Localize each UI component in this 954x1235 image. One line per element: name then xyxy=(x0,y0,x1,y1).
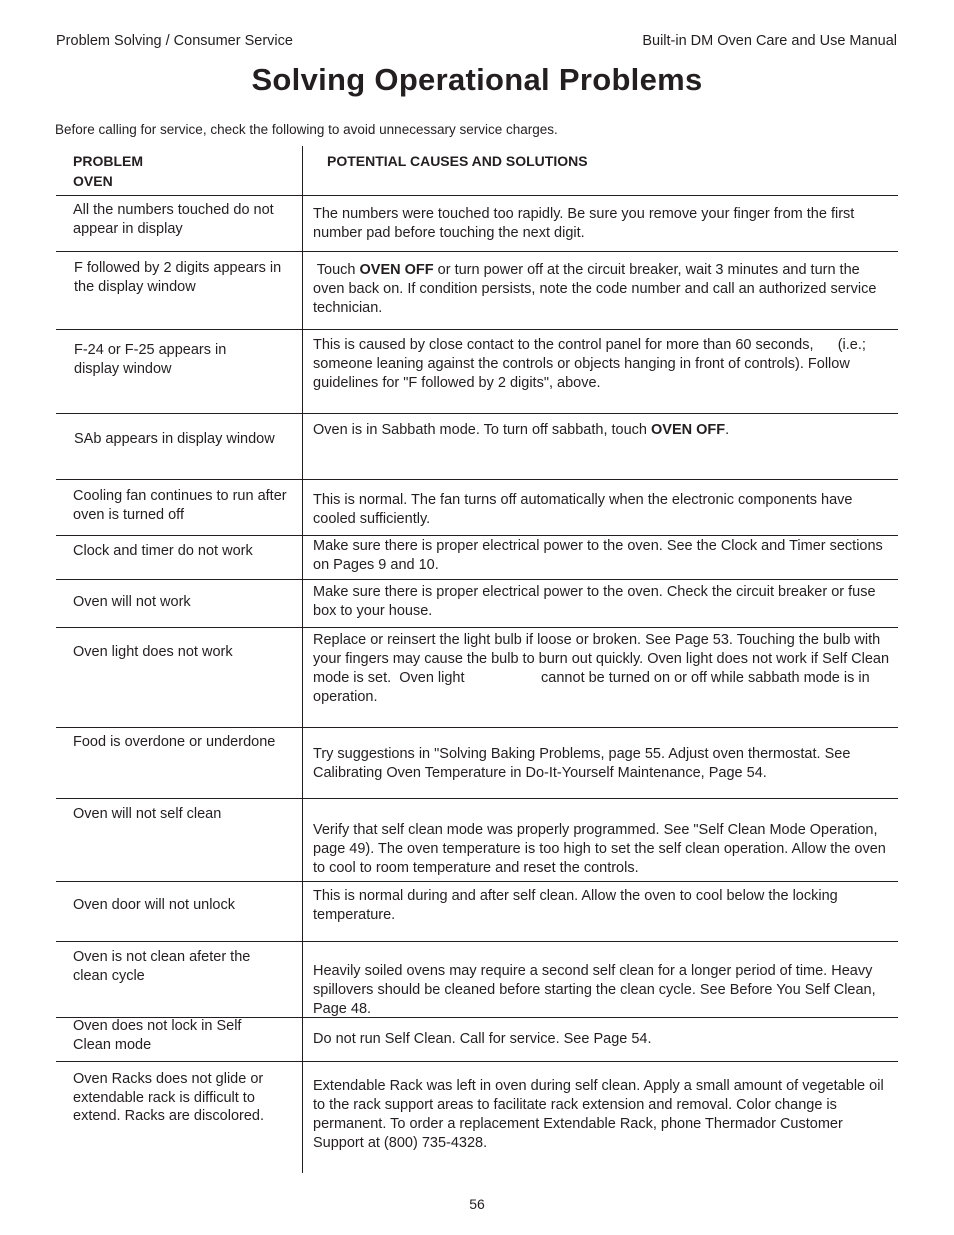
oven-subheader-label: OVEN xyxy=(73,173,113,189)
row-divider xyxy=(56,413,898,414)
problem-cell: SAb appears in display window xyxy=(74,431,275,447)
solution-cell: This is normal. The fan turns off automatically when the electronic components have cooled sufficiently. xyxy=(313,492,853,527)
solution-text: . xyxy=(725,422,730,438)
problem-header-label: PROBLEM xyxy=(73,153,143,169)
row-divider xyxy=(56,195,898,196)
row-divider xyxy=(56,627,898,628)
solution-cell: The numbers were touched too rapidly. Be sure you remove your finger from the first number pad before touching the next digit. xyxy=(313,206,855,241)
problem-cell: Oven door will not unlock xyxy=(73,897,235,913)
problem-cell: F followed by 2 digits appears in the display window xyxy=(74,260,282,295)
problem-cell: Oven will not self clean xyxy=(73,806,222,822)
page-number: 56 xyxy=(469,1196,485,1212)
column-divider xyxy=(302,146,303,1173)
solution-cell xyxy=(313,421,893,440)
row-divider xyxy=(56,251,898,252)
row-divider xyxy=(56,535,898,536)
row-divider xyxy=(56,727,898,728)
solution-cell: Try suggestions in "Solving Baking Problems, page 55. Adjust oven thermostat. See Calibrating Oven Temperature in Do-It-Yourself Maintenance, Page 54. xyxy=(313,746,851,781)
row-divider xyxy=(56,329,898,330)
problem-cell: F-24 or F-25 appears in display window xyxy=(74,342,227,377)
row-divider xyxy=(56,579,898,580)
solution-text: or turn power off at the circuit breaker, wait 3 minutes and turn the oven back on. If condition persists, note the code number and call an authorized service technician. xyxy=(313,262,877,316)
solution-cell: Verify that self clean mode was properly programmed. See "Self Clean Mode Operation, page 49). The oven temperature is too high to set the self clean operation. Allow the oven to cool to room temperature and reset the controls. xyxy=(313,822,886,876)
solution-cell: Do not run Self Clean. Call for service. See Page 54. xyxy=(313,1031,652,1047)
problem-column-header xyxy=(73,151,143,191)
problem-cell: Oven is not clean afeter the clean cycle xyxy=(73,949,251,984)
problem-cell: Food is overdone or underdone xyxy=(73,734,276,750)
solution-cell: This is normal during and after self clean. Allow the oven to cool below the locking temperature. xyxy=(313,888,838,923)
problem-cell: Oven does not lock in Self Clean mode xyxy=(73,1018,242,1053)
row-divider xyxy=(56,1061,898,1062)
solution-cell: This is caused by close contact to the control panel for more than 60 seconds, (i.e.; someone leaning against the controls or objects hanging in front of controls). Follow guidelines for "F followed by 2 digits", above. xyxy=(313,337,870,391)
solution-text: Oven is in Sabbath mode. To turn off sabbath, touch xyxy=(313,422,652,438)
problem-cell: Oven will not work xyxy=(73,594,191,610)
page-title: Solving Operational Problems xyxy=(251,62,703,97)
solution-cell xyxy=(313,261,893,318)
row-divider xyxy=(56,798,898,799)
row-divider xyxy=(56,941,898,942)
oven-off-key-label: OVEN OFF xyxy=(651,422,726,438)
solution-cell: Make sure there is proper electrical power to the oven. See the Clock and Timer sections on Pages 9 and 10. xyxy=(313,538,883,573)
solution-cell: Extendable Rack was left in oven during self clean. Apply a small amount of vegetable oil to the rack support areas to facilitate rack extension and removal. Color change is permanent. To order a replacement Extendable Rack, phone Thermador Customer Support at (800) 735-4328. xyxy=(313,1078,884,1151)
row-divider xyxy=(56,881,898,882)
solution-cell: Heavily soiled ovens may require a second self clean for a longer period of time. Heavy spillovers should be cleaned before starting the clean cycle. See Before You Self Clean, Page 48. xyxy=(313,963,876,1017)
problem-cell: All the numbers touched do not appear in display xyxy=(73,202,274,237)
solutions-column-header: POTENTIAL CAUSES AND SOLUTIONS xyxy=(327,153,588,169)
oven-off-key-label: OVEN OFF xyxy=(359,262,434,278)
solution-text: Touch xyxy=(313,262,360,278)
row-divider xyxy=(56,479,898,480)
header-manual-title: Built-in DM Oven Care and Use Manual xyxy=(642,33,897,49)
solution-cell: Replace or reinsert the light bulb if loose or broken. See Page 53. Touching the bulb with your fingers may cause the bulb to burn out quickly. Oven light does not work if Self Clean mode is set. Oven light cannot be turned on or off while sabbath mode is in operation. xyxy=(313,632,894,705)
problem-cell: Clock and timer do not work xyxy=(73,543,253,559)
problem-cell: Oven light does not work xyxy=(73,644,233,660)
header-section-label: Problem Solving / Consumer Service xyxy=(56,33,293,49)
problem-cell: Cooling fan continues to run after oven is turned off xyxy=(73,488,287,523)
solution-cell: Make sure there is proper electrical power to the oven. Check the circuit breaker or fuse box to your house. xyxy=(313,584,876,619)
problem-cell: Oven Racks does not glide or extendable rack is difficult to extend. Racks are discolored. xyxy=(73,1071,265,1124)
intro-text: Before calling for service, check the following to avoid unnecessary service charges. xyxy=(55,122,558,137)
